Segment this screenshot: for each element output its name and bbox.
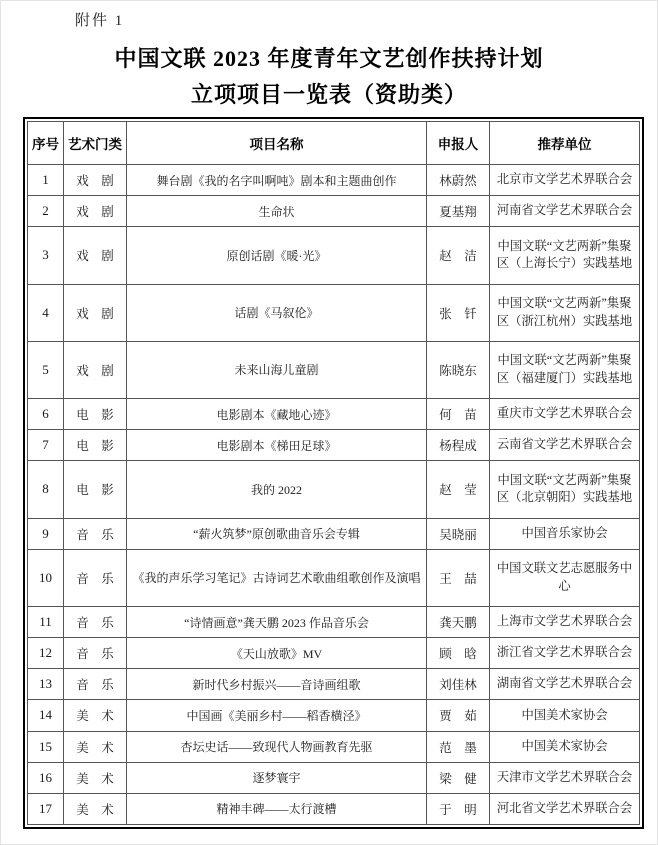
cell-category: 戏 剧 [64,165,127,196]
table-row [28,638,640,669]
cell-index: 13 [28,669,64,700]
cell-applicant: 吴晓丽 [427,518,490,549]
column-header-category: 艺术门类 [64,122,127,165]
table-row [28,196,640,227]
table-row [28,549,640,606]
cell-recommender: 重庆市文学艺术界联合会 [490,399,640,430]
table-row [28,165,640,196]
cell-recommender: 天津市文学艺术界联合会 [490,762,640,793]
cell-index: 14 [28,700,64,731]
cell-index: 11 [28,607,64,638]
projects-table [27,121,640,825]
cell-project: 逐梦寰宇 [127,762,427,793]
table-row [28,700,640,731]
cell-index: 4 [28,284,64,341]
cell-index: 9 [28,518,64,549]
table-row [28,341,640,398]
column-header-applicant: 申报人 [427,122,490,165]
cell-category: 音 乐 [64,518,127,549]
table-row [28,762,640,793]
cell-recommender: 中国文联“文艺两新”集聚区（北京朝阳）实践基地 [490,461,640,518]
cell-category: 电 影 [64,399,127,430]
table-row [28,793,640,824]
cell-category: 美 术 [64,793,127,824]
cell-applicant: 何 苗 [427,399,490,430]
cell-applicant: 顾 晗 [427,638,490,669]
cell-category: 戏 剧 [64,196,127,227]
cell-project: 《天山放歌》MV [127,638,427,669]
cell-project: “薪火筑梦”原创歌曲音乐会专辑 [127,518,427,549]
projects-table-frame [23,117,644,829]
cell-applicant: 王 喆 [427,549,490,606]
column-header-recommender: 推荐单位 [490,122,640,165]
cell-recommender: 中国文联“文艺两新”集聚区（浙江杭州）实践基地 [490,284,640,341]
cell-project: 未来山海儿童剧 [127,341,427,398]
cell-index: 16 [28,762,64,793]
cell-category: 音 乐 [64,669,127,700]
cell-project: 舞台剧《我的名字叫啊吨》剧本和主题曲创作 [127,165,427,196]
cell-project: 电影剧本《藏地心迹》 [127,399,427,430]
cell-category: 电 影 [64,461,127,518]
cell-applicant: 杨程成 [427,430,490,461]
cell-applicant: 龚天鹏 [427,607,490,638]
cell-applicant: 陈晓东 [427,341,490,398]
cell-project: 原创话剧《暖·光》 [127,227,427,284]
cell-recommender: 北京市文学艺术界联合会 [490,165,640,196]
cell-project: 话剧《马叙伦》 [127,284,427,341]
column-header-project: 项目名称 [127,122,427,165]
cell-applicant: 于 明 [427,793,490,824]
cell-category: 美 术 [64,731,127,762]
cell-applicant: 赵 莹 [427,461,490,518]
cell-recommender: 湖南省文学艺术界联合会 [490,669,640,700]
cell-category: 美 术 [64,762,127,793]
cell-recommender: 上海市文学艺术界联合会 [490,607,640,638]
cell-category: 戏 剧 [64,227,127,284]
table-body [28,165,640,825]
cell-category: 美 术 [64,700,127,731]
cell-index: 17 [28,793,64,824]
cell-index: 8 [28,461,64,518]
cell-project: 中国画《美丽乡村——稻香横泾》 [127,700,427,731]
cell-recommender: 中国文联“文艺两新”集聚区（福建厦门）实践基地 [490,341,640,398]
attachment-label: 附件 1 [75,13,125,29]
table-row [28,430,640,461]
cell-recommender: 浙江省文学艺术界联合会 [490,638,640,669]
cell-index: 15 [28,731,64,762]
cell-index: 3 [28,227,64,284]
cell-recommender: 中国文联“文艺两新”集聚区（上海长宁）实践基地 [490,227,640,284]
cell-applicant: 贾 茹 [427,700,490,731]
cell-category: 戏 剧 [64,341,127,398]
cell-applicant: 梁 健 [427,762,490,793]
cell-project: 电影剧本《梯田足球》 [127,430,427,461]
table-row [28,399,640,430]
cell-recommender: 河北省文学艺术界联合会 [490,793,640,824]
table-row [28,607,640,638]
table-row [28,669,640,700]
table-row [28,284,640,341]
cell-applicant: 林蔚然 [427,165,490,196]
cell-project: 杏坛史话——致现代人物画教育先驱 [127,731,427,762]
cell-recommender: 河南省文学艺术界联合会 [490,196,640,227]
document-title-line-1: 中国文联 2023 年度青年文艺创作扶持计划 [114,46,544,71]
table-row [28,461,640,518]
cell-recommender: 中国音乐家协会 [490,518,640,549]
cell-recommender: 云南省文学艺术界联合会 [490,430,640,461]
cell-project: 新时代乡村振兴——音诗画组歌 [127,669,427,700]
table-header-row [28,122,640,165]
table-row [28,227,640,284]
cell-index: 7 [28,430,64,461]
cell-project: 《我的声乐学习笔记》古诗词艺术歌曲组歌创作及演唱 [127,549,427,606]
table-row [28,731,640,762]
cell-project: 精神丰碑——太行渡槽 [127,793,427,824]
cell-applicant: 张 钎 [427,284,490,341]
cell-index: 2 [28,196,64,227]
cell-project: 生命状 [127,196,427,227]
cell-category: 电 影 [64,430,127,461]
column-header-index: 序号 [28,122,64,165]
cell-project: “诗情画意”龚天鹏 2023 作品音乐会 [127,607,427,638]
cell-category: 音 乐 [64,549,127,606]
cell-category: 戏 剧 [64,284,127,341]
cell-index: 5 [28,341,64,398]
cell-recommender: 中国美术家协会 [490,731,640,762]
cell-recommender: 中国文联文艺志愿服务中心 [490,549,640,606]
cell-project: 我的 2022 [127,461,427,518]
document-title-line-2: 立项项目一览表（资助类） [190,82,467,107]
cell-applicant: 刘佳林 [427,669,490,700]
cell-index: 12 [28,638,64,669]
cell-index: 1 [28,165,64,196]
cell-index: 10 [28,549,64,606]
cell-applicant: 范 墨 [427,731,490,762]
cell-applicant: 赵 洁 [427,227,490,284]
cell-index: 6 [28,399,64,430]
table-row [28,518,640,549]
cell-recommender: 中国美术家协会 [490,700,640,731]
cell-applicant: 夏基翔 [427,196,490,227]
document-title [0,41,658,113]
cell-category: 音 乐 [64,638,127,669]
cell-category: 音 乐 [64,607,127,638]
